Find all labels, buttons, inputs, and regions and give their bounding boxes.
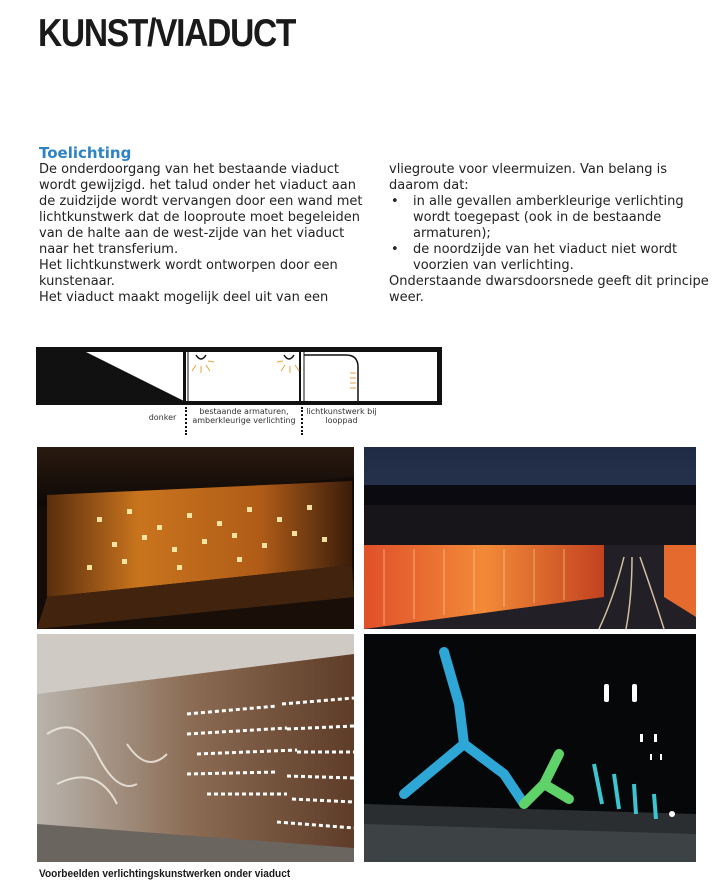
- photo-orange-tunnel-image: [364, 447, 696, 629]
- label-existing-fixtures: bestaande armaturen, amberkleurige verlichting: [192, 407, 296, 425]
- paragraph: vliegroute voor vleermuizen. Van belang is daarom dat:: [389, 162, 668, 193]
- photo-blue-tree-art-image: [364, 634, 696, 862]
- text-column-right: [389, 162, 709, 306]
- paragraph: Onderstaande dwarsdoorsnede geeft dit principe weer.: [389, 274, 709, 305]
- label-artwork: lichtkunstwerk bij looppad: [306, 407, 377, 425]
- section-heading: Toelichting: [39, 144, 132, 162]
- section-divider: [301, 407, 303, 435]
- photo-amber-wall-image: [37, 447, 354, 629]
- photo-blue-tree-art: [364, 634, 696, 862]
- paragraph: Het viaduct maakt mogelijk deel uit van een: [39, 290, 329, 305]
- photo-amber-wall: [37, 447, 354, 629]
- paragraph: Het lichtkunstwerk wordt ontworpen door een kunstenaar.: [39, 258, 338, 289]
- photo-light-strips-wall: [37, 634, 354, 862]
- bullet-list: [389, 194, 709, 274]
- cross-section-diagram: [36, 347, 442, 407]
- image-caption: Voorbeelden verlichtingskunstwerken onder viaduct: [39, 868, 291, 880]
- list-item: • de noordzijde van het viaduct niet wordt voorzien van verlichting.: [389, 242, 709, 274]
- list-item: • in alle gevallen amberkleurige verlichting wordt toegepast (ook in de bestaande armaturen);: [389, 194, 709, 242]
- paragraph: De onderdoorgang van het bestaande viaduct wordt gewijzigd. het talud onder het viaduct aan de zuidzijde wordt vervangen door een wand met lichtkunstwerk dat de looproute moet begeleiden van de halte aan de west-zijde van het viaduct naar het transferium.: [39, 162, 363, 257]
- label-dark: donker: [148, 413, 177, 422]
- photo-light-strips-wall-image: [37, 634, 354, 862]
- photo-orange-tunnel: [364, 447, 696, 629]
- text-column-left: [39, 162, 369, 306]
- section-divider: [185, 407, 187, 435]
- page-title: KUNST/VIADUCT: [38, 12, 296, 55]
